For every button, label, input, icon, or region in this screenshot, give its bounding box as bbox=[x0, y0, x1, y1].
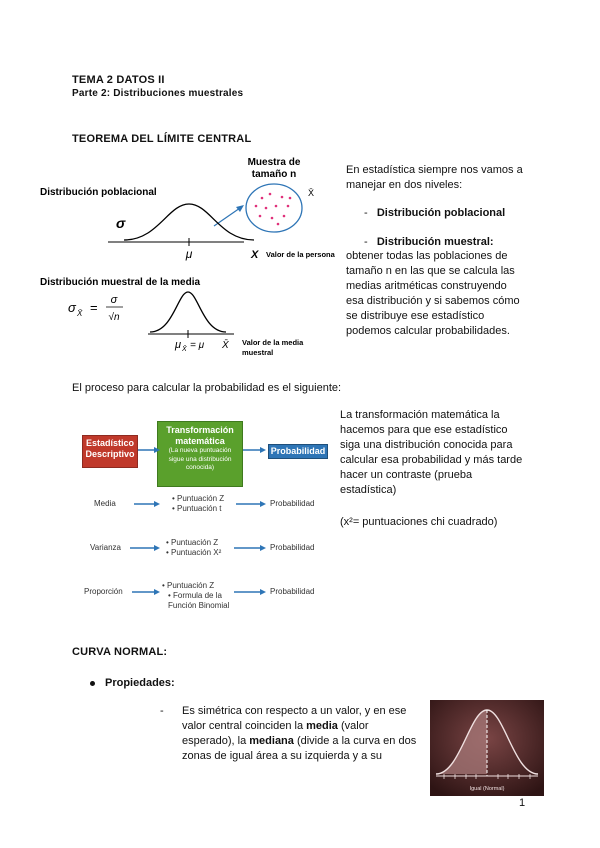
row-proporcion-right: Probabilidad bbox=[270, 587, 315, 596]
doc-title: TEMA 2 DATOS II bbox=[72, 74, 165, 86]
mu-label: μ bbox=[185, 247, 193, 261]
probabilidad-box: Probabilidad bbox=[268, 444, 328, 459]
normal-properties-text: Es simétrica con respecto a un valor, y en ese valor central coinciden la media (valor esperado), la mediana (divide a la curva en dos zonas de igual área a su izquierda y a su bbox=[182, 705, 417, 762]
bullet-poblacional: - Distribución poblacional bbox=[364, 207, 506, 219]
row-varianza-right: Probabilidad bbox=[270, 543, 315, 552]
sample-dots bbox=[255, 193, 292, 226]
row-varianza-left: Varianza bbox=[90, 543, 121, 552]
row-varianza-mid: • Puntuación Z • Puntuación X² bbox=[166, 538, 222, 557]
formula-eq: = bbox=[90, 300, 98, 315]
mu-xbar-sub: X̄ bbox=[182, 346, 187, 353]
doc-subtitle: Parte 2: Distribuciones muestrales bbox=[72, 88, 244, 99]
formula-sub: X̄ bbox=[77, 309, 83, 318]
row-media-mid: • Puntuación Z • Puntuación t bbox=[172, 494, 225, 513]
dash-marker: - bbox=[160, 705, 164, 717]
pob-label: Distribución poblacional bbox=[40, 187, 157, 198]
intro-line-2: manejar en dos niveles: bbox=[346, 179, 463, 191]
muestra-label-2: tamaño n bbox=[251, 169, 297, 180]
bullet-dot-icon bbox=[90, 681, 95, 686]
row-media-right: Probabilidad bbox=[270, 499, 315, 508]
xbar-2: X̄ bbox=[222, 340, 229, 351]
normal-curve-image bbox=[430, 700, 544, 796]
clt-diagram bbox=[38, 150, 344, 380]
page-number: 1 bbox=[519, 797, 526, 809]
section-heading-tlc: TEOREMA DEL LÍMITE CENTRAL bbox=[72, 133, 252, 145]
formula-lhs: σ bbox=[68, 300, 76, 315]
transformacion-box: Transformación matemática (La nueva puntuación sigue una distribución conocida) bbox=[157, 421, 243, 487]
process-side-note: (x²= puntuaciones chi cuadrado) bbox=[340, 516, 498, 528]
estadistico-box: Estadístico Descriptivo bbox=[82, 435, 138, 468]
mu-xbar: μ bbox=[175, 339, 182, 351]
row-proporcion-mid: • Puntuación Z • Formula de la Función Binomial bbox=[162, 581, 230, 610]
x-label: X bbox=[251, 249, 259, 261]
process-intro: El proceso para calcular la probabilidad es el siguiente: bbox=[72, 382, 342, 394]
row-proporcion-left: Proporción bbox=[84, 587, 123, 596]
process-side-text: La transformación matemática la hacemos para que ese estadístico siga una distribución conocida para calcular esa probabilidad y más tarde hacer un contraste (prueba estadística) bbox=[340, 409, 523, 496]
formula-den: √n bbox=[108, 312, 120, 323]
population-curve bbox=[124, 204, 254, 240]
formula-num: σ bbox=[110, 294, 118, 306]
muestral-label: Distribución muestral de la media bbox=[40, 277, 201, 288]
muestra-label-1: Muestra de bbox=[247, 157, 301, 168]
row-media-left: Media bbox=[94, 499, 116, 508]
img-label: Igual (Normal) bbox=[469, 786, 505, 792]
bullet-muestral: - Distribución muestral: bbox=[364, 236, 494, 248]
valor-persona: Valor de la persona bbox=[266, 250, 335, 259]
xbar-sample: X̄ bbox=[308, 188, 315, 198]
valor-media-1: Valor de la media bbox=[242, 338, 304, 347]
sampling-curve bbox=[150, 292, 226, 332]
sigma-label: σ bbox=[116, 215, 126, 231]
mu-eq: = μ bbox=[190, 340, 205, 351]
propiedades-bullet: Propiedades: bbox=[90, 676, 175, 691]
muestral-body: obtener todas las poblaciones de tamaño n en las que se calcula las medias aritméticas construyendo esa distribución y si sabemos cómo se distribuye ese estadístico podemos calcular probabilidades. bbox=[346, 250, 520, 337]
section-heading-normal: CURVA NORMAL: bbox=[72, 646, 168, 658]
valor-media-2: muestral bbox=[242, 348, 274, 357]
sample-circle bbox=[246, 184, 302, 232]
section1-text bbox=[346, 163, 546, 193]
intro-line-1: En estadística siempre nos vamos a bbox=[346, 164, 523, 176]
